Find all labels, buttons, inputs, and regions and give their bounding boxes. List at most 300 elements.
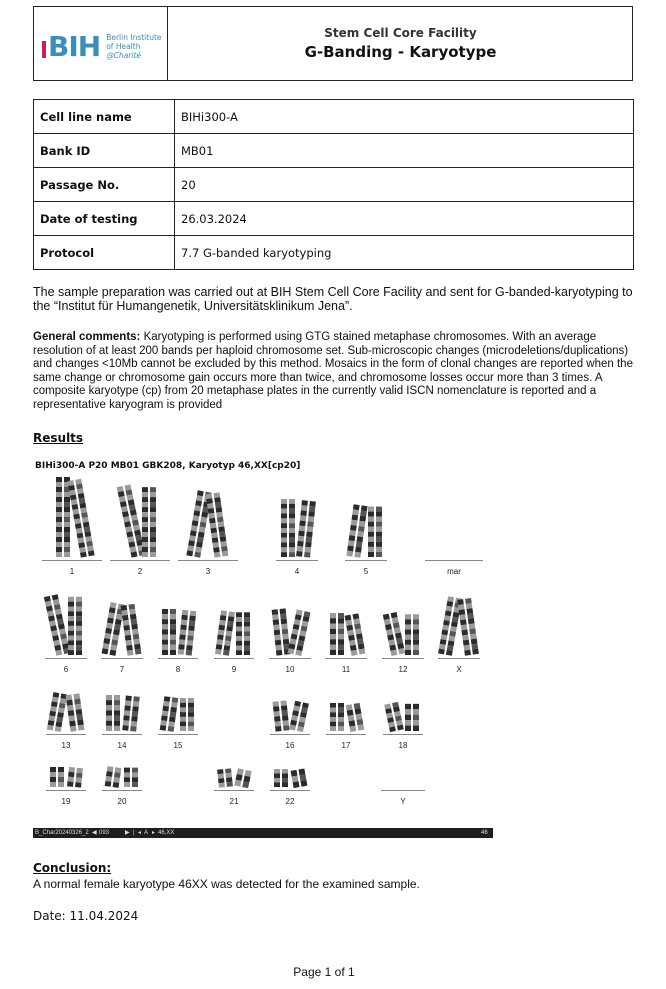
chromatid-band: [368, 517, 374, 522]
chromatid-band: [282, 774, 288, 779]
chromatid-band: [56, 542, 62, 547]
chromatid-band: [440, 639, 447, 645]
chromatid-band: [134, 644, 141, 650]
chromatid-band: [459, 609, 466, 615]
chromatid-band: [296, 551, 303, 557]
row-label: Passage No.: [34, 168, 175, 202]
karyogram-baseline: [42, 560, 102, 561]
chromatid-band: [80, 507, 87, 513]
chromatid-band: [330, 726, 336, 731]
chromatid-band: [458, 604, 465, 610]
chromatid-band: [192, 520, 199, 526]
chromatid-band: [76, 650, 82, 655]
chromatid-band: [330, 703, 336, 708]
chromatid-band: [150, 527, 156, 532]
chromatid-band: [64, 497, 70, 502]
chromosome-label: 6: [63, 665, 69, 674]
chromatid-band: [413, 624, 419, 629]
chromatid-band: [355, 628, 362, 634]
chromatid-band: [132, 768, 138, 773]
karyogram-baseline: [102, 734, 142, 735]
chromatid-band: [114, 716, 120, 721]
chromatid-band: [281, 518, 287, 523]
chromatid-band: [405, 720, 411, 725]
chromatid-band: [471, 644, 478, 650]
karyogram-baseline: [45, 658, 87, 659]
chromatid-band: [212, 542, 219, 548]
chromatid-band: [162, 624, 168, 629]
chromatid-band: [439, 644, 446, 650]
chromosome-label: 22: [285, 797, 295, 806]
chromatid-band: [297, 546, 304, 552]
chromatid-band: [130, 726, 136, 732]
chromatid-band: [346, 625, 353, 631]
chromatid-band: [75, 782, 81, 787]
chromatid-band: [350, 645, 357, 651]
chromatid-band: [162, 711, 169, 717]
logo-letters: BIH: [48, 29, 101, 63]
chromatid-band: [66, 700, 73, 706]
chromosome: [105, 766, 122, 788]
chromatid-band: [190, 611, 196, 617]
chromatid-band: [236, 641, 242, 646]
chromosome: [66, 693, 85, 731]
chromatid-band: [187, 640, 193, 646]
chromatid-band: [368, 532, 374, 537]
karyogram-baseline: [158, 658, 198, 659]
chromatid-band: [413, 715, 419, 720]
status-mode: A: [144, 830, 149, 836]
chromatid-band: [64, 507, 70, 512]
chromatid-band: [201, 512, 208, 518]
chromatid-band: [350, 525, 357, 531]
chromatid-band: [361, 505, 368, 511]
chromatid-band: [472, 649, 479, 655]
chromatid-band: [345, 615, 352, 621]
chromosome-label: 1: [69, 567, 75, 576]
chromatid-band: [133, 639, 140, 645]
row-value: MB01: [175, 134, 634, 168]
chromatid-band: [309, 501, 316, 507]
chromatid-band: [124, 772, 130, 777]
chromatid-band: [69, 490, 76, 496]
chromosome: [121, 604, 142, 656]
chromatid-band: [376, 522, 382, 527]
chromatid-band: [64, 542, 70, 547]
chromatid-band: [445, 611, 452, 617]
chromatid-band: [171, 702, 178, 708]
karyogram-baseline: [214, 658, 254, 659]
chromatid-band: [150, 492, 156, 497]
chromatid-band: [289, 552, 295, 557]
chromatid-band: [338, 708, 344, 713]
chromatid-band: [64, 552, 70, 557]
chromatid-band: [76, 714, 83, 720]
chromatid-band: [58, 782, 64, 787]
chromatid-band: [275, 726, 281, 732]
chromatid-band: [357, 638, 364, 644]
chromatid-band: [188, 722, 194, 727]
chromatid-band: [376, 512, 382, 517]
chromosome: [162, 609, 176, 655]
chromatid-band: [188, 726, 194, 731]
chromatid-band: [242, 781, 249, 788]
chromatid-band: [170, 640, 176, 645]
chromatid-band: [215, 502, 222, 508]
chromatid-band: [180, 698, 186, 703]
chromatid-band: [178, 644, 184, 650]
chromatid-band: [72, 509, 79, 515]
chromatid-band: [194, 552, 201, 558]
chromatid-band: [104, 633, 111, 639]
chromatid-band: [170, 712, 177, 718]
chromatid-band: [347, 710, 354, 716]
chromatid-band: [102, 648, 109, 654]
chromatid-band: [352, 515, 359, 521]
chromatid-band: [84, 527, 91, 533]
chromatid-band: [274, 774, 280, 779]
chromatid-band: [150, 542, 156, 547]
chromatid-band: [58, 767, 64, 772]
chromatid-band: [298, 536, 305, 542]
chromatid-band: [368, 547, 374, 552]
general-comments-text: Karyotyping is performed using GTG stained metaphase chromosomes. With an average resolution of at least 200 bands per haploid chromosome set. Sub-microscopic changes (microdeletions/duplications) and changes <10Mb cannot be excluded by this method. Mosaics in the form of clonal changes are reported when the same change or chromosome gain occurs more than twice, and chromosome losses occur more than 3 times. A composite karyotype (cp) from 20 metaphase plates in the currently valid ISCN nomenclature is reported and a representative karyogram is provided: [33, 331, 633, 411]
chromatid-band: [275, 721, 281, 727]
chromatid-band: [330, 708, 336, 713]
chromatid-band: [161, 715, 168, 721]
chromatid-band: [218, 522, 225, 528]
chromatid-band: [453, 612, 460, 618]
chromatid-band: [79, 503, 86, 509]
chromatid-band: [78, 725, 85, 731]
chromatid-band: [76, 636, 82, 641]
chromosome-label: 14: [117, 741, 127, 750]
chromatid-band: [451, 621, 458, 627]
chromatid-band: [122, 725, 128, 731]
row-value: 7.7 G-banded karyotyping: [175, 236, 634, 270]
chromatid-band: [56, 502, 62, 507]
chromatid-band: [330, 634, 336, 639]
chromatid-band: [452, 617, 459, 623]
chromatid-band: [236, 774, 243, 781]
chromatid-band: [142, 502, 148, 507]
chromatid-band: [376, 527, 382, 532]
chromatid-band: [272, 614, 279, 620]
chromatid-band: [50, 767, 56, 772]
chromatid-band: [289, 518, 295, 523]
chromatid-band: [170, 650, 176, 655]
chromatid-band: [210, 528, 217, 534]
chromatid-band: [216, 644, 223, 650]
chromatid-band: [56, 522, 62, 527]
chromatid-band: [351, 520, 358, 526]
chromatid-band: [226, 777, 232, 782]
chromatid-band: [106, 726, 112, 731]
chromatid-band: [56, 527, 62, 532]
chromatid-band: [330, 639, 336, 644]
chromatid-band: [168, 721, 175, 727]
chromatid-band: [178, 649, 184, 655]
chromatid-band: [74, 518, 81, 524]
chromatid-band: [180, 712, 186, 717]
chromatid-band: [330, 618, 336, 623]
chromatid-band: [106, 695, 112, 700]
chromatid-band: [142, 527, 148, 532]
chromatid-band: [211, 532, 218, 538]
chromatid-band: [376, 547, 382, 552]
chromosome-label: 15: [173, 741, 183, 750]
chromatid-band: [330, 629, 336, 634]
chromosome: [160, 696, 179, 732]
table-row: [34, 236, 634, 270]
chromatid-band: [349, 720, 356, 726]
chromosome: [330, 613, 344, 655]
chromatid-band: [114, 710, 120, 715]
chromatid-band: [190, 530, 197, 536]
chromatid-band: [66, 694, 73, 700]
chromatid-band: [461, 624, 468, 630]
chromatid-band: [438, 649, 445, 655]
chromosome: [215, 610, 235, 656]
chromatid-band: [68, 777, 74, 782]
chromosome: [67, 767, 83, 788]
chromatid-band: [357, 536, 364, 542]
chromatid-band: [131, 624, 138, 630]
chromosome-label: 12: [398, 665, 408, 674]
chromatid-band: [281, 533, 287, 538]
chromatid-band: [289, 499, 295, 504]
chromatid-band: [405, 630, 411, 635]
chromatid-band: [448, 640, 455, 646]
chromatid-band: [68, 626, 74, 631]
chromatid-band: [67, 781, 73, 786]
chromosome-label: 3: [205, 567, 211, 576]
chromatid-band: [236, 612, 242, 617]
chromatid-band: [142, 522, 148, 527]
chromatid-band: [236, 631, 242, 636]
chromatid-band: [236, 627, 242, 632]
chromosome: [206, 492, 229, 557]
chromatid-band: [180, 703, 186, 708]
chromatid-band: [128, 604, 135, 610]
general-comments: [33, 331, 633, 412]
chromatid-band: [356, 714, 363, 720]
chromatid-band: [330, 712, 336, 717]
chromatid-band: [376, 532, 382, 537]
chromatid-band: [236, 650, 242, 655]
chromatid-band: [186, 650, 192, 656]
chromatid-band: [220, 610, 227, 616]
chromosome: [288, 609, 311, 656]
chromatid-band: [76, 484, 83, 490]
chromatid-band: [441, 634, 448, 640]
chromatid-band: [142, 552, 148, 557]
row-label: Bank ID: [34, 134, 175, 168]
chromatid-band: [227, 621, 234, 627]
chromatid-band: [282, 783, 288, 788]
chromatid-band: [188, 707, 194, 712]
chromatid-band: [244, 650, 250, 655]
chromatid-band: [115, 619, 122, 625]
chromatid-band: [338, 712, 344, 717]
chromatid-band: [405, 645, 411, 650]
chromosome-label: 13: [61, 741, 71, 750]
chromatid-band: [188, 703, 194, 708]
chromatid-band: [274, 635, 281, 641]
logo-line-2: of Health: [106, 41, 141, 51]
chromatid-band: [121, 605, 128, 611]
chromatid-band: [283, 639, 290, 645]
karyogram-baseline: [214, 790, 254, 791]
chromatid-band: [274, 783, 280, 788]
chromatid-band: [346, 551, 353, 557]
chromosome: [346, 504, 367, 557]
chromatid-band: [465, 598, 472, 604]
chromatid-band: [68, 621, 74, 626]
bih-logo: [42, 26, 162, 66]
chromatid-band: [180, 625, 186, 631]
chromatid-band: [82, 517, 89, 523]
chromatid-band: [220, 541, 227, 547]
chromatid-band: [207, 503, 214, 509]
chromatid-band: [413, 645, 419, 650]
chromatid-band: [218, 526, 225, 532]
chromatid-band: [376, 517, 382, 522]
chromatid-band: [457, 599, 464, 605]
chromosome-label: 21: [229, 797, 239, 806]
chromatid-band: [413, 704, 419, 709]
chromatid-band: [355, 708, 362, 714]
chromatid-band: [68, 645, 74, 650]
karyogram-baseline: [101, 658, 143, 659]
chromatid-band: [79, 547, 86, 553]
chromatid-band: [293, 781, 300, 788]
chromatid-band: [306, 532, 313, 538]
chromatid-band: [353, 618, 360, 624]
chromatid-band: [121, 610, 128, 616]
chromatid-band: [133, 696, 139, 702]
chromatid-band: [70, 494, 77, 500]
chromatid-band: [80, 552, 87, 558]
chromatid-band: [469, 623, 476, 629]
chromatid-band: [64, 537, 70, 542]
chromatid-band: [413, 726, 419, 731]
chromatid-band: [106, 771, 113, 777]
chromatid-band: [354, 623, 361, 629]
chromatid-band: [69, 721, 76, 727]
chromatid-band: [50, 782, 56, 787]
chromatid-band: [351, 650, 358, 656]
chromatid-band: [219, 783, 225, 788]
chromatid-band: [360, 511, 367, 517]
chromatid-band: [349, 530, 356, 536]
facility-name: Stem Cell Core Facility: [324, 26, 477, 40]
chromatid-band: [289, 523, 295, 528]
chromatid-band: [87, 546, 94, 552]
chromosome: [102, 602, 125, 656]
chromatid-band: [124, 630, 131, 636]
chromatid-band: [305, 547, 312, 553]
karyogram-baseline: [178, 560, 238, 561]
chromatid-band: [338, 624, 344, 629]
chromatid-band: [281, 509, 287, 514]
chromatid-band: [106, 705, 112, 710]
chromatid-band: [338, 634, 344, 639]
karyogram-baseline: [425, 560, 483, 561]
chromatid-band: [338, 703, 344, 708]
chromatid-band: [76, 773, 82, 778]
chromatid-band: [64, 522, 70, 527]
chromatid-band: [76, 621, 82, 626]
chromatid-band: [244, 627, 250, 632]
chromatid-band: [289, 514, 295, 519]
chromatid-band: [123, 620, 130, 626]
chromatid-band: [236, 617, 242, 622]
chromatid-band: [197, 490, 204, 496]
chromosome-label: 5: [363, 567, 369, 576]
chromatid-band: [307, 526, 314, 532]
chromatid-band: [349, 640, 356, 646]
chromosome: [384, 702, 404, 732]
chromatid-band: [348, 635, 355, 641]
chromatid-band: [108, 612, 115, 618]
chromatid-band: [347, 630, 354, 636]
chromatid-band: [244, 612, 250, 617]
chromatid-band: [72, 504, 79, 510]
chromatid-band: [124, 782, 130, 787]
chromatid-band: [244, 636, 250, 641]
chromatid-band: [220, 615, 227, 621]
chromatid-band: [292, 776, 299, 783]
chromatid-band: [359, 648, 366, 654]
chromatid-band: [196, 542, 203, 548]
chromatid-band: [218, 774, 224, 779]
row-value: 20: [175, 168, 634, 202]
chromatid-band: [180, 707, 186, 712]
chromosome: [405, 704, 419, 731]
chromatid-band: [160, 725, 167, 731]
chromatid-band: [78, 542, 85, 548]
chromatid-band: [441, 630, 448, 636]
karyogram-baseline: [382, 658, 424, 659]
chromosome: [44, 594, 70, 656]
chromatid-band: [405, 624, 411, 629]
karyogram-status-bar: [33, 828, 493, 838]
chromatid-band: [368, 522, 374, 527]
chromatid-band: [281, 499, 287, 504]
chromatid-band: [114, 721, 120, 726]
chromatid-band: [81, 512, 88, 518]
chromatid-band: [355, 547, 362, 553]
chromatid-band: [142, 517, 148, 522]
chromatid-band: [338, 726, 344, 731]
chromatid-band: [281, 543, 287, 548]
chromatid-band: [64, 532, 70, 537]
chromatid-band: [236, 646, 242, 651]
chromatid-band: [109, 650, 116, 656]
chromatid-band: [74, 699, 81, 705]
chromatid-band: [116, 614, 123, 620]
chromatid-band: [274, 769, 280, 774]
chromatid-band: [64, 502, 70, 507]
divider-icon: |: [133, 830, 135, 836]
chromatid-band: [73, 514, 80, 520]
chromatid-band: [70, 726, 77, 732]
chromatid-band: [186, 645, 192, 651]
chromatid-band: [306, 537, 313, 543]
chromatid-band: [217, 769, 223, 774]
chromatid-band: [352, 613, 359, 619]
